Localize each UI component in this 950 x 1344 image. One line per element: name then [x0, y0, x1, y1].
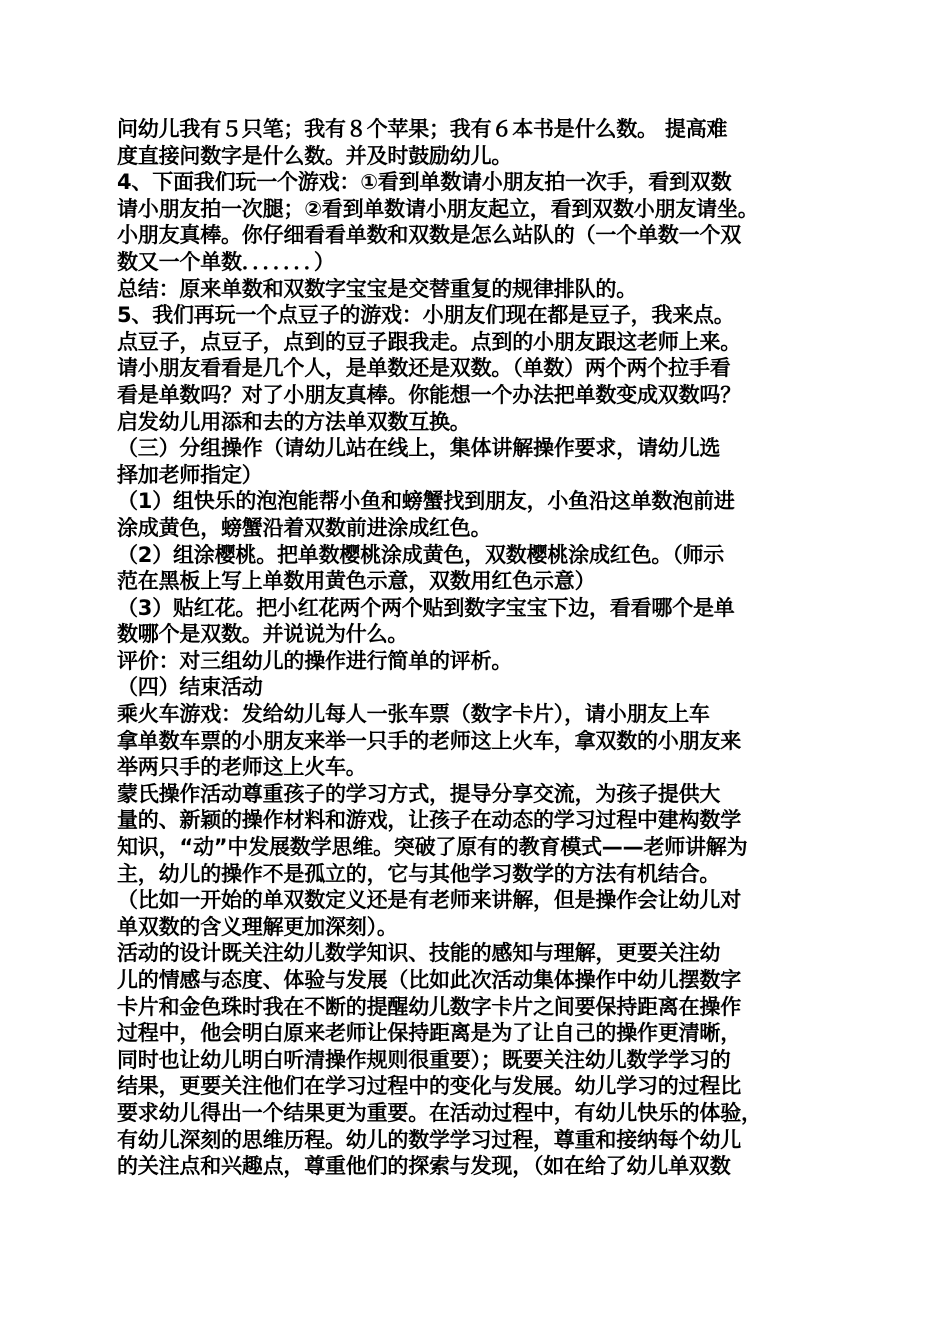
text-line: 5、我们再玩一个点豆子的游戏：小朋友们现在都是豆子，我来点。 [117, 303, 735, 328]
text-line: （三）分组操作（请幼儿站在线上，集体讲解操作要求，请幼儿选 [117, 436, 721, 461]
text-line: 同时也让幼儿明白听清操作规则很重要）；既要关注幼儿数学学习的 [117, 1047, 731, 1072]
text-line: 小朋友真棒。你仔细看看单数和双数是怎么站队的（一个单数一个双 [117, 223, 741, 248]
text-line: 的关注点和兴趣点，尊重他们的探索与发现，（如在给了幼儿单双数 [117, 1154, 731, 1179]
text-line: 请小朋友拍一次腿；②看到单数请小朋友起立，看到双数小朋友请坐。 [117, 196, 759, 221]
text-line: 活动的设计既关注幼儿数学知识、技能的感知与理解，更要关注幼 [117, 941, 721, 966]
text-line: 点豆子，点豆子，点到的豆子跟我走。点到的小朋友跟这老师上来。 [117, 329, 741, 354]
text-line: 单双数的含义理解更加深刻）。 [117, 914, 398, 939]
text-line: 量的、新颖的操作材料和游戏，让孩子在动态的学习过程中建构数学 [117, 808, 741, 833]
text-line: 启发幼儿用添和去的方法单双数互换。 [117, 409, 471, 434]
text-line: 拿单数车票的小朋友来举一只手的老师这上火车，拿双数的小朋友来 [117, 728, 741, 753]
text-line: 结果，更要关注他们在学习过程中的变化与发展。幼儿学习的过程比 [117, 1074, 741, 1099]
text-line: 要求幼儿得出一个结果更为重要。在活动过程中，有幼儿快乐的体验， [117, 1100, 762, 1125]
text-line: 范在黑板上写上单数用黄色示意，双数用红色示意） [117, 569, 596, 594]
text-line: 看是单数吗？对了小朋友真棒。你能想一个办法把单数变成双数吗？ [117, 382, 741, 407]
text-line: （四）结束活动 [117, 675, 263, 700]
text-line: 有幼儿深刻的思维历程。幼儿的数学学习过程，尊重和接纳每个幼儿 [117, 1127, 741, 1152]
text-line: 问幼儿我有５只笔；我有８个苹果；我有６本书是什么数。 提高难 [117, 117, 728, 141]
text-line: 知识，“动”中发展数学思维。突破了原有的教育模式——老师讲解为 [117, 835, 748, 860]
text-line: 数哪个是双数。并说说为什么。 [117, 622, 409, 647]
text-line: 卡片和金色珠时我在不断的提醒幼儿数字卡片之间要保持距离在操作 [117, 994, 741, 1019]
text-line: （1）组快乐的泡泡能帮小鱼和螃蟹找到朋友，小鱼沿这单数泡前进 [117, 489, 735, 514]
text-line: 过程中，他会明白原来老师让保持距离是为了让自己的操作更清晰， [117, 1021, 741, 1046]
text-line: 择加老师指定） [117, 462, 263, 487]
text-line: 评价：对三组幼儿的操作进行简单的评析。 [117, 648, 513, 673]
document-body [117, 116, 842, 1180]
text-line: 涂成黄色，螃蟹沿着双数前进涂成红色。 [117, 515, 492, 540]
text-line: 4、下面我们玩一个游戏：①看到单数请小朋友拍一次手，看到双数 [117, 170, 732, 195]
text-line: 数又一个单数．．．．．．．） [117, 249, 335, 274]
text-line: （3）贴红花。把小红花两个两个贴到数字宝宝下边，看看哪个是单 [117, 595, 735, 620]
text-line: （比如一开始的单双数定义还是有老师来讲解，但是操作会让幼儿对 [117, 888, 741, 913]
text-line: （2）组涂樱桃。把单数樱桃涂成黄色，双数樱桃涂成红色。（师示 [117, 542, 725, 567]
text-line: 度直接问数字是什么数。并及时鼓励幼儿。 [117, 143, 513, 168]
text-line: 请小朋友看看是几个人，是单数还是双数。（单数）两个两个拉手看 [117, 356, 731, 381]
text-line: 蒙氏操作活动尊重孩子的学习方式，提导分享交流，为孩子提供大 [117, 781, 721, 806]
text-line: 举两只手的老师这上火车。 [117, 755, 367, 780]
text-line: 总结：原来单数和双数字宝宝是交替重复的规律排队的。 [117, 276, 637, 301]
text-line: 主，幼儿的操作不是孤立的，它与其他学习数学的方法有机结合。 [117, 861, 721, 886]
text-line: 乘火车游戏：发给幼儿每人一张车票（数字卡片），请小朋友上车 [117, 702, 710, 727]
text-line: 儿的情感与态度、体验与发展（比如此次活动集体操作中幼儿摆数字 [117, 968, 741, 992]
